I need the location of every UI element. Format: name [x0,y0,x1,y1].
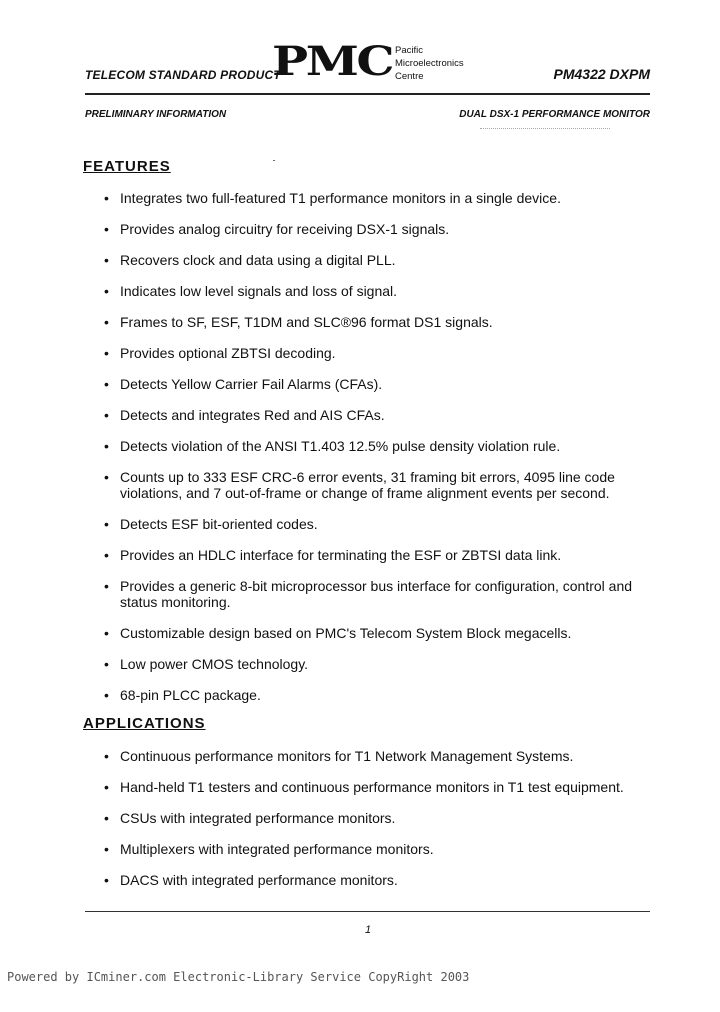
page-number: 1 [365,924,372,936]
list-item [104,345,664,361]
logo-line: Pacific [395,45,423,56]
bullet-icon: • [104,841,109,857]
bullet-icon: • [104,376,109,392]
list-item [104,779,664,795]
list-item-text: 68-pin PLCC package. [120,687,261,703]
list-item-text: Hand-held T1 testers and continuous performance monitors in T1 test equipment. [120,779,624,795]
list-item-text: Integrates two full-featured T1 performance monitors in a single device. [120,190,561,206]
list-item [104,687,664,703]
list-item [104,656,664,672]
bullet-icon: • [104,221,109,237]
list-item-text: Provides optional ZBTSI decoding. [120,345,336,361]
bullet-icon: • [104,687,109,703]
logo-subtitle [395,44,464,83]
bullet-icon: • [104,190,109,206]
list-item [104,438,664,454]
list-item [104,252,664,268]
list-item-text: Detects and integrates Red and AIS CFAs. [120,407,385,423]
logo-wordmark: PMC [272,38,393,85]
applications-list [104,748,664,903]
list-item-text: Counts up to 333 ESF CRC-6 error events, 31 framing bit errors, 4095 line code violations, and 7 out-of-frame or change of frame alignment events per second. [120,469,615,501]
preliminary-label: PRELIMINARY INFORMATION [85,109,227,120]
bullet-icon: • [104,516,109,532]
list-item [104,469,664,501]
list-item-text: Frames to SF, ESF, T1DM and SLC®96 format DS1 signals. [120,314,493,330]
list-item-text: Provides a generic 8-bit microprocessor bus interface for configuration, control and status monitoring. [120,578,633,610]
list-item [104,221,664,237]
list-item [104,190,664,206]
list-item-text: DACS with integrated performance monitors. [120,872,398,888]
list-item [104,578,664,610]
logo-line: Microelectronics [395,58,464,69]
list-item [104,407,664,423]
pmc-logo [272,38,393,85]
features-heading: FEATURES [83,158,171,175]
bullet-icon: • [104,872,109,888]
bullet-icon: • [104,438,109,454]
list-item-text: Multiplexers with integrated performance monitors. [120,841,434,857]
bullet-icon: • [104,656,109,672]
list-item-text: Detects Yellow Carrier Fail Alarms (CFAs). [120,376,383,392]
list-item [104,283,664,299]
list-item-text: Provides an HDLC interface for terminating the ESF or ZBTSI data link. [120,547,562,563]
bullet-icon: • [104,345,109,361]
footer-rule [85,911,650,912]
applications-heading: APPLICATIONS [83,715,206,732]
bullet-icon: • [104,625,109,641]
bullet-icon: • [104,810,109,826]
list-item [104,547,664,563]
list-item [104,872,664,888]
list-item [104,314,664,330]
list-item-text: CSUs with integrated performance monitors. [120,810,396,826]
stray-mark [273,160,275,161]
bullet-icon: • [104,407,109,423]
list-item [104,625,664,641]
list-item-text: Indicates low level signals and loss of signal. [120,283,398,299]
list-item-text: Continuous performance monitors for T1 Network Management Systems. [120,748,574,764]
bullet-icon: • [104,578,109,594]
list-item [104,516,664,532]
list-item-text: Provides analog circuitry for receiving DSX-1 signals. [120,221,450,237]
bullet-icon: • [104,469,109,485]
document-subtitle: DUAL DSX-1 PERFORMANCE MONITOR [459,109,650,120]
faint-mark [480,128,610,130]
list-item-text: Low power CMOS technology. [120,656,309,672]
list-item [104,748,664,764]
list-item-text: Recovers clock and data using a digital PLL. [120,252,396,268]
list-item [104,810,664,826]
part-number: PM4322 DXPM [553,66,650,82]
list-item-text: Customizable design based on PMC's Telecom System Block megacells. [120,625,572,641]
bullet-icon: • [104,779,109,795]
header-rule [85,93,650,95]
list-item-text: Detects violation of the ANSI T1.403 12.5% pulse density violation rule. [120,438,561,454]
features-list [104,190,664,718]
header-product-category: TELECOM STANDARD PRODUCT [85,68,281,82]
bullet-icon: • [104,314,109,330]
footer-credit: Powered by ICminer.com Electronic-Library Service CopyRight 2003 [7,970,470,984]
bullet-icon: • [104,748,109,764]
logo-line: Centre [395,71,424,82]
list-item [104,376,664,392]
bullet-icon: • [104,283,109,299]
bullet-icon: • [104,547,109,563]
list-item [104,841,664,857]
list-item-text: Detects ESF bit-oriented codes. [120,516,318,532]
bullet-icon: • [104,252,109,268]
